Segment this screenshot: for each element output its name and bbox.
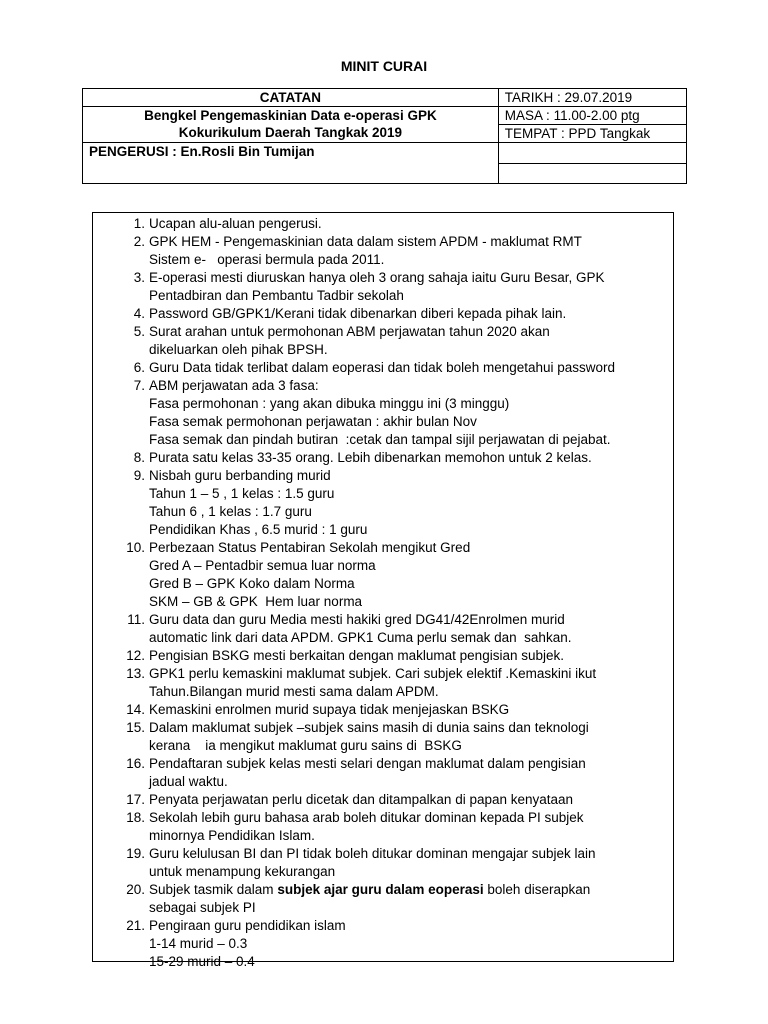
note-text: Subjek tasmik dalam bbox=[149, 882, 278, 897]
note-body bbox=[145, 377, 661, 449]
note-item bbox=[93, 449, 673, 467]
note-number: 8. bbox=[133, 450, 145, 465]
note-line: Pengiraan guru pendidikan islam bbox=[149, 918, 346, 933]
note-number: 10. bbox=[126, 540, 145, 555]
note-line: Pengisian BSKG mesti berkaitan dengan maklumat pengisian subjek. bbox=[149, 648, 564, 663]
notes-box bbox=[92, 212, 674, 969]
note-line: GPK HEM - Pengemaskinian data dalam sistem APDM - maklumat RMT bbox=[149, 234, 582, 249]
note-item bbox=[93, 233, 673, 269]
note-bold-text: subjek ajar guru dalam eoperasi bbox=[277, 882, 484, 897]
note-number: 14. bbox=[126, 702, 145, 717]
note-line: Perbezaan Status Pentabiran Sekolah mengikut Gred bbox=[149, 540, 471, 555]
note-number: 3. bbox=[133, 270, 145, 285]
note-item bbox=[93, 845, 673, 881]
empty-cell-2 bbox=[498, 164, 686, 184]
empty-cell-1 bbox=[498, 143, 686, 164]
note-body bbox=[145, 845, 661, 881]
note-item bbox=[93, 917, 673, 971]
note-line: Tahun.Bilangan murid mesti sama dalam APDM. bbox=[149, 684, 439, 699]
note-item bbox=[93, 377, 673, 449]
note-line: Tahun 6 , 1 kelas : 1.7 guru bbox=[149, 504, 312, 519]
note-line: Gred B – GPK Koko dalam Norma bbox=[149, 576, 355, 591]
notes-list bbox=[93, 213, 673, 971]
note-line: Kemaskini enrolmen murid supaya tidak menjejaskan BSKG bbox=[149, 702, 510, 717]
note-line: Dalam maklumat subjek –subjek sains masih di dunia sains dan teknologi bbox=[149, 720, 589, 735]
note-number: 13. bbox=[126, 666, 145, 681]
note-number: 21. bbox=[126, 918, 145, 933]
note-item bbox=[93, 719, 673, 755]
note-line: Password GB/GPK1/Kerani tidak dibenarkan diberi kepada pihak lain. bbox=[149, 306, 567, 321]
note-number: 20. bbox=[126, 882, 145, 897]
note-body bbox=[145, 233, 661, 269]
note-line: Purata satu kelas 33-35 orang. Lebih dibenarkan memohon untuk 2 kelas. bbox=[149, 450, 592, 465]
note-number: 1. bbox=[133, 216, 145, 231]
note-line: Ucapan alu-aluan pengerusi. bbox=[149, 216, 322, 231]
note-item bbox=[93, 611, 673, 647]
note-body bbox=[145, 215, 661, 233]
date-cell: TARIKH : 29.07.2019 bbox=[498, 89, 686, 107]
note-body bbox=[145, 449, 661, 467]
event-title-line2: Kokurikulum Daerah Tangkak 2019 bbox=[178, 125, 403, 140]
note-line: Pendaftaran subjek kelas mesti selari dengan maklumat dalam pengisian bbox=[149, 756, 586, 771]
note-line: untuk menampung kekurangan bbox=[149, 864, 336, 879]
note-line: Fasa semak dan pindah butiran :cetak dan tampal sijil perjawatan di pejabat. bbox=[149, 432, 611, 447]
note-body bbox=[145, 539, 661, 611]
note-line: dikeluarkan oleh pihak BPSH. bbox=[149, 342, 328, 357]
note-line: Penyata perjawatan perlu dicetak dan ditampalkan di papan kenyataan bbox=[149, 792, 574, 807]
note-item bbox=[93, 305, 673, 323]
note-number: 5. bbox=[133, 324, 145, 339]
note-body bbox=[145, 269, 661, 305]
note-number: 15. bbox=[126, 720, 145, 735]
time-cell: MASA : 11.00-2.00 ptg bbox=[498, 107, 686, 125]
note-line: minornya Pendidikan Islam. bbox=[149, 828, 315, 843]
note-item bbox=[93, 791, 673, 809]
note-line: Nisbah guru berbanding murid bbox=[149, 468, 331, 483]
note-number: 18. bbox=[126, 810, 145, 825]
note-body bbox=[145, 881, 661, 917]
note-line: SKM – GB & GPK Hem luar norma bbox=[149, 594, 363, 609]
note-line: Sekolah lebih guru bahasa arab boleh ditukar dominan kepada PI subjek bbox=[149, 810, 584, 825]
note-line: automatic link dari data APDM. GPK1 Cuma perlu semak dan sahkan. bbox=[149, 630, 572, 645]
note-body bbox=[145, 701, 661, 719]
note-number: 7. bbox=[133, 378, 145, 393]
note-item bbox=[93, 809, 673, 845]
note-line: Fasa semak permohonan perjawatan : akhir bulan Nov bbox=[149, 414, 477, 429]
note-item bbox=[93, 881, 673, 917]
note-body bbox=[145, 755, 661, 791]
note-body bbox=[145, 665, 661, 701]
note-number: 17. bbox=[126, 792, 145, 807]
note-line: Tahun 1 – 5 , 1 kelas : 1.5 guru bbox=[149, 486, 335, 501]
note-item bbox=[93, 359, 673, 377]
note-line: GPK1 perlu kemaskini maklumat subjek. Cari subjek elektif .Kemaskini ikut bbox=[149, 666, 597, 681]
note-item bbox=[93, 215, 673, 233]
note-line: Guru Data tidak terlibat dalam eoperasi dan tidak boleh mengetahui password bbox=[149, 360, 616, 375]
document-title: MINIT CURAI bbox=[340, 58, 428, 74]
note-line: sebagai subjek PI bbox=[149, 900, 256, 915]
note-item bbox=[93, 467, 673, 539]
note-line: Pendidikan Khas , 6.5 murid : 1 guru bbox=[149, 522, 368, 537]
note-number: 9. bbox=[133, 468, 145, 483]
note-item bbox=[93, 701, 673, 719]
note-item bbox=[93, 647, 673, 665]
note-number: 12. bbox=[126, 648, 145, 663]
note-item bbox=[93, 323, 673, 359]
note-line: jadual waktu. bbox=[149, 774, 228, 789]
note-body bbox=[145, 719, 661, 755]
note-body bbox=[145, 467, 661, 539]
event-title-cell bbox=[83, 107, 499, 143]
note-body bbox=[145, 791, 661, 809]
note-item bbox=[93, 665, 673, 701]
note-body bbox=[145, 917, 661, 971]
note-item bbox=[93, 539, 673, 611]
note-line bbox=[149, 881, 661, 899]
header-table bbox=[82, 88, 687, 184]
note-line: E-operasi mesti diuruskan hanya oleh 3 orang sahaja iaitu Guru Besar, GPK bbox=[149, 270, 605, 285]
note-number: 11. bbox=[127, 612, 145, 627]
note-body bbox=[145, 611, 661, 647]
note-line: ABM perjawatan ada 3 fasa: bbox=[149, 378, 319, 393]
note-item bbox=[93, 269, 673, 305]
note-line: 15-29 murid – 0.4 bbox=[149, 954, 255, 969]
note-number: 4. bbox=[133, 306, 145, 321]
note-line: 1-14 murid – 0.3 bbox=[149, 936, 248, 951]
note-item bbox=[93, 755, 673, 791]
note-number: 2. bbox=[133, 234, 145, 249]
note-line: Guru kelulusan BI dan PI tidak boleh ditukar dominan mengajar subjek lain bbox=[149, 846, 596, 861]
place-cell: TEMPAT : PPD Tangkak bbox=[498, 125, 686, 143]
note-line: Pentadbiran dan Pembantu Tadbir sekolah bbox=[149, 288, 404, 303]
note-body bbox=[145, 809, 661, 845]
note-line: Surat arahan untuk permohonan ABM perjawatan tahun 2020 akan bbox=[149, 324, 550, 339]
note-line: Fasa permohonan : yang akan dibuka minggu ini (3 minggu) bbox=[149, 396, 510, 411]
note-line: Gred A – Pentadbir semua luar norma bbox=[149, 558, 376, 573]
note-body bbox=[145, 305, 661, 323]
note-body bbox=[145, 359, 661, 377]
note-line: Sistem e- operasi bermula pada 2011. bbox=[149, 252, 385, 267]
note-line: kerana ia mengikut maklumat guru sains di BSKG bbox=[149, 738, 462, 753]
chair-cell: PENGERUSI : En.Rosli Bin Tumijan bbox=[83, 143, 499, 184]
note-text: boleh diserapkan bbox=[483, 882, 591, 897]
note-body bbox=[145, 323, 661, 359]
note-body bbox=[145, 647, 661, 665]
note-number: 6. bbox=[133, 360, 145, 375]
note-line: Guru data dan guru Media mesti hakiki gred DG41/42Enrolmen murid bbox=[149, 612, 565, 627]
note-number: 16. bbox=[126, 756, 145, 771]
note-number: 19. bbox=[126, 846, 145, 861]
catatan-label: CATATAN bbox=[83, 89, 499, 107]
event-title-line1: Bengkel Pengemaskinian Data e-operasi GPK bbox=[144, 108, 437, 123]
